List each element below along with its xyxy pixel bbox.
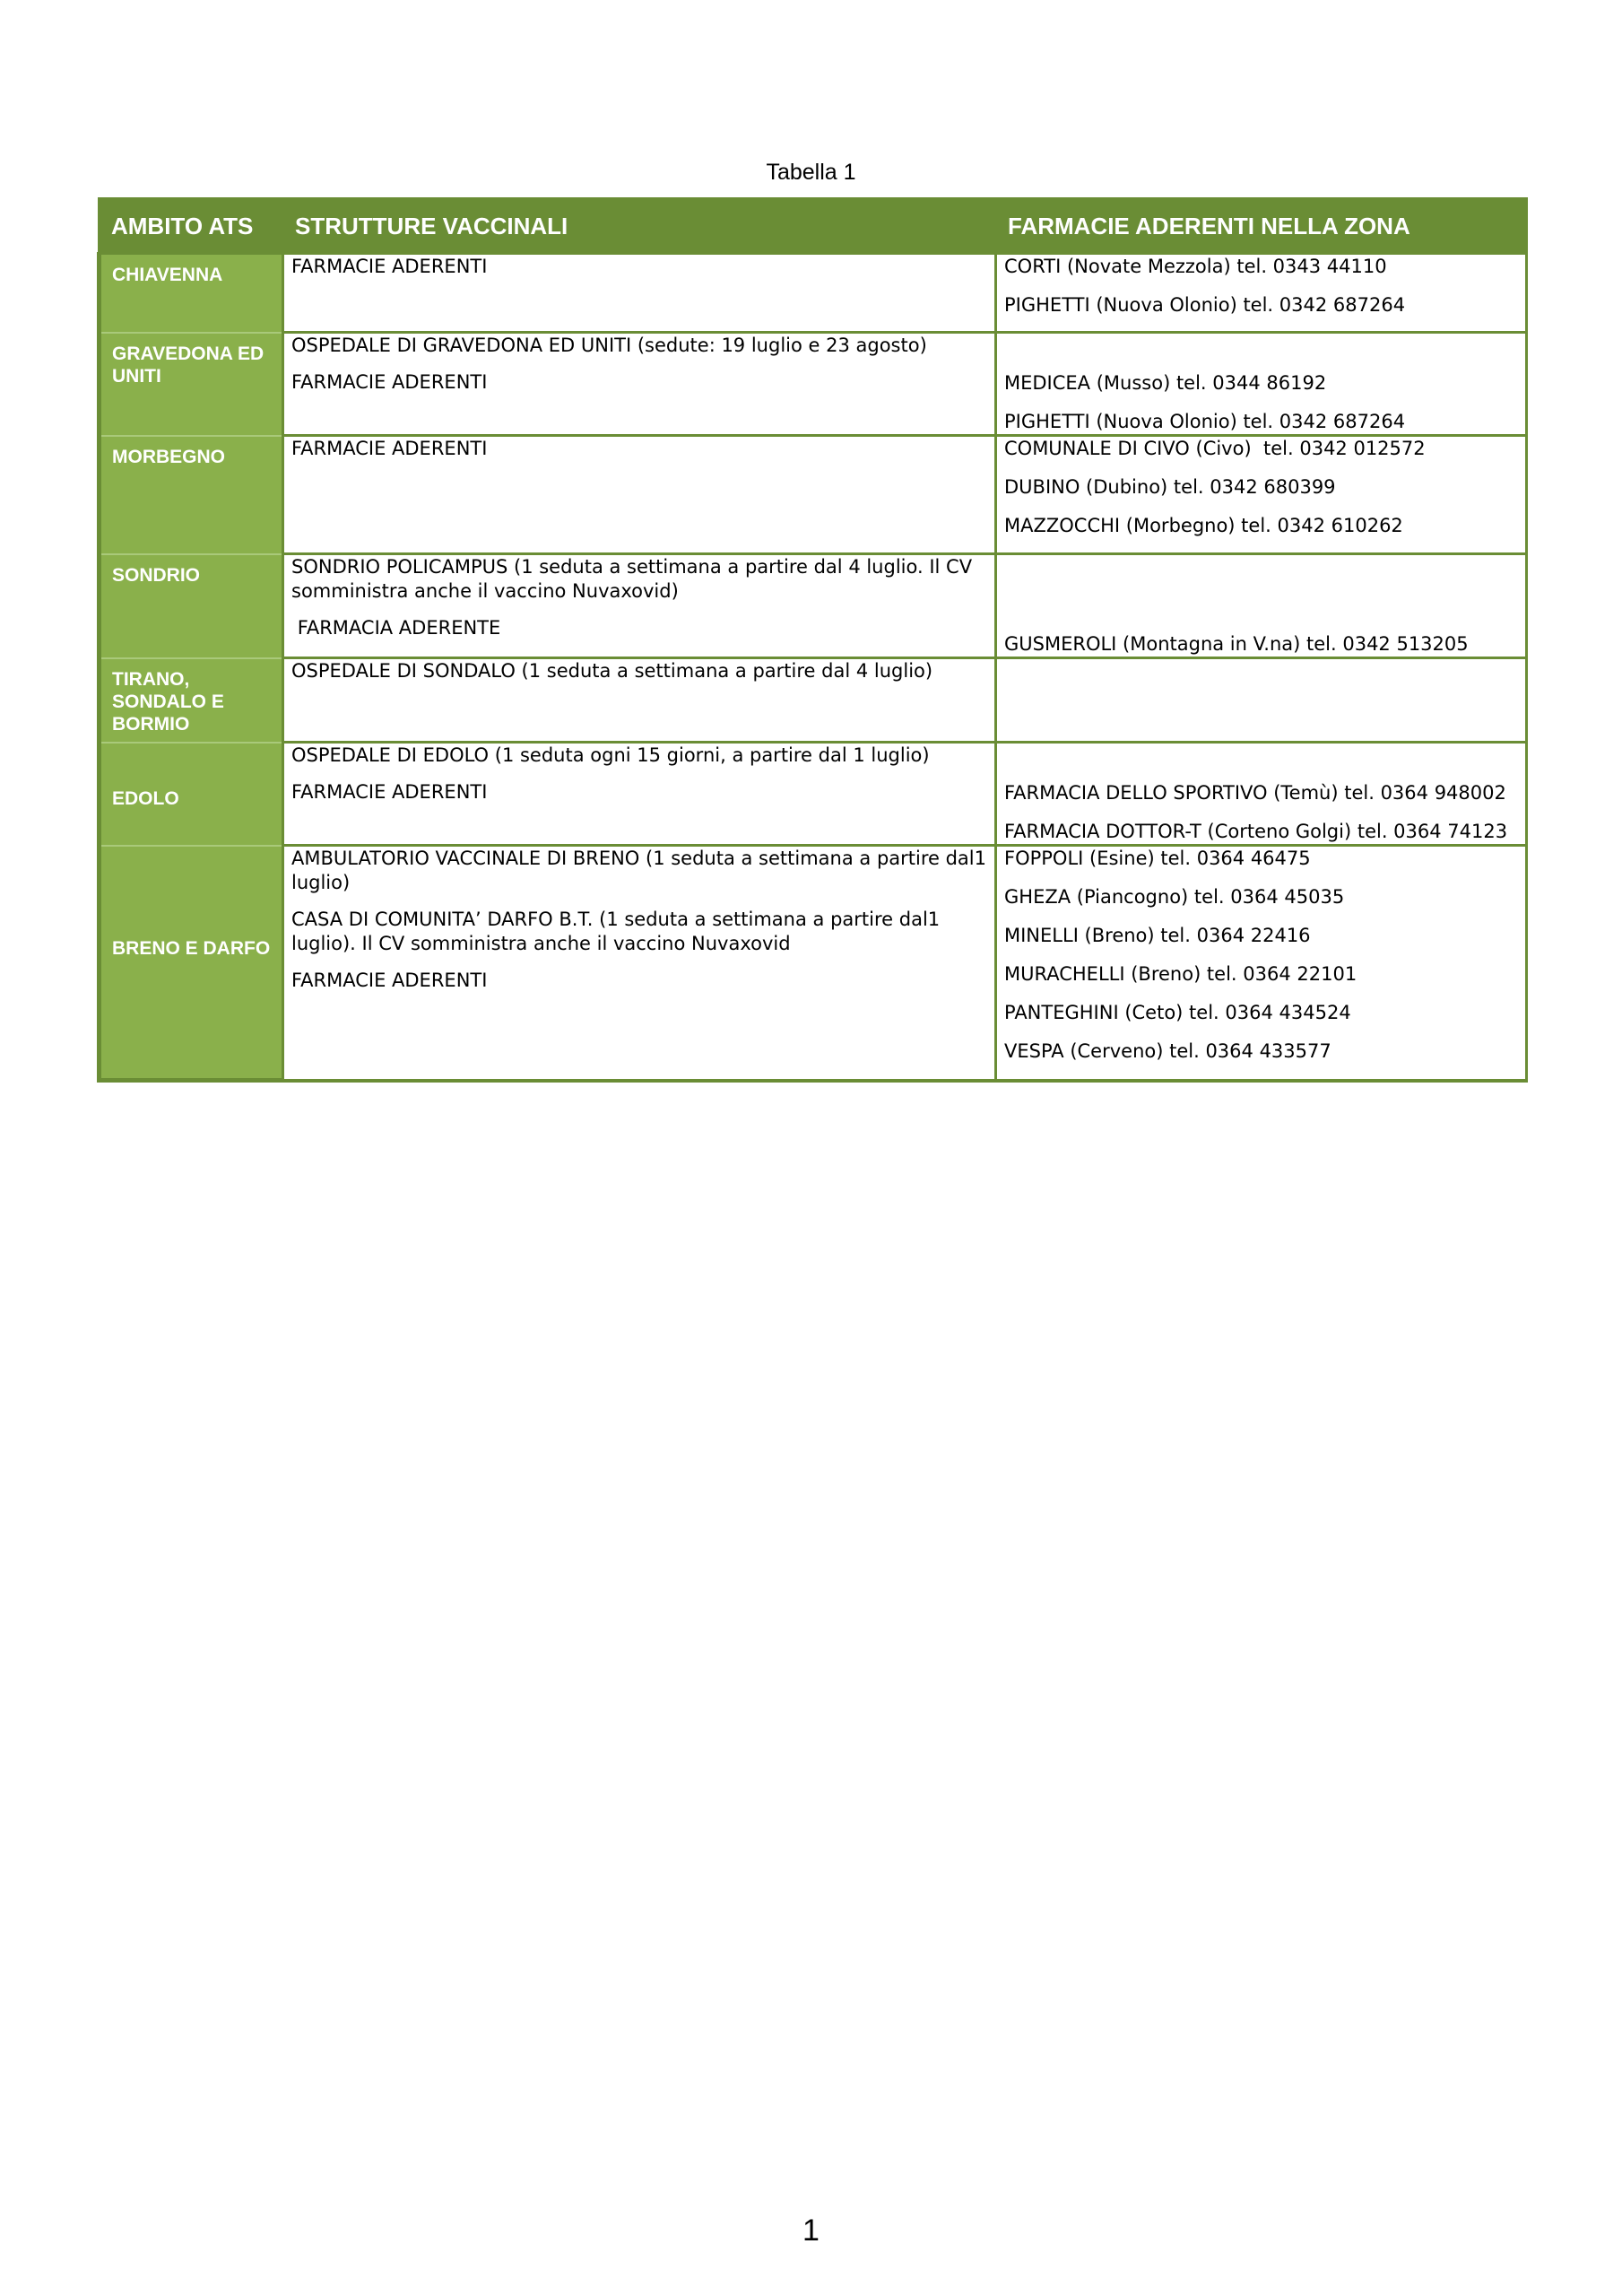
ambito-cell: MORBEGNO	[100, 436, 283, 554]
farmacia-line: FARMACIA DELLO SPORTIVO (Temù) tel. 0364 948002	[1004, 782, 1506, 804]
farmacia-line: COMUNALE DI CIVO (Civo) tel. 0342 012572	[1004, 438, 1426, 459]
table-caption: Tabella 1	[766, 160, 856, 185]
strutture-line: FARMACIE ADERENTI	[291, 970, 488, 991]
table-row	[100, 658, 1527, 743]
ambito-cell: SONDRIO	[100, 554, 283, 658]
strutture-line: OSPEDALE DI SONDALO (1 seduta a settimana a partire dal 4 luglio)	[291, 660, 933, 682]
farmacia-line: VESPA (Cerveno) tel. 0364 433577	[1004, 1040, 1331, 1062]
strutture-cell	[283, 254, 996, 333]
strutture-line: CASA DI COMUNITA’ DARFO B.T. (1 seduta a settimana a partire dal1 luglio). Il CV somministra anche il vaccino Nuvaxovid	[291, 909, 946, 954]
farmacia-line: CORTI (Novate Mezzola) tel. 0343 44110	[1004, 256, 1387, 277]
farmacie-cell-empty	[996, 658, 1527, 743]
strutture-line: FARMACIE ADERENTI	[291, 256, 488, 277]
farmacia-line: MURACHELLI (Breno) tel. 0364 22101	[1004, 963, 1357, 985]
ambito-cell: BRENO E DARFO	[100, 846, 283, 1081]
farmacia-line: MEDICEA (Musso) tel. 0344 86192	[1004, 372, 1327, 394]
strutture-line: FARMACIE ADERENTI	[291, 438, 488, 459]
farmacie-cell	[996, 846, 1527, 1081]
strutture-line: FARMACIE ADERENTI	[291, 371, 488, 393]
table-header-row	[100, 199, 1527, 254]
strutture-line: FARMACIE ADERENTI	[291, 781, 488, 803]
table-row	[100, 436, 1527, 554]
farmacie-cell	[996, 436, 1527, 554]
farmacie-cell	[996, 743, 1527, 846]
strutture-line: FARMACIA ADERENTE	[291, 617, 501, 639]
farmacia-line: GUSMEROLI (Montagna in V.na) tel. 0342 513205	[1004, 633, 1469, 655]
strutture-cell	[283, 743, 996, 846]
header-strutture: STRUTTURE VACCINALI	[283, 199, 996, 254]
ambito-cell: EDOLO	[100, 743, 283, 846]
strutture-cell	[283, 658, 996, 743]
farmacia-line: MINELLI (Breno) tel. 0364 22416	[1004, 925, 1311, 946]
farmacie-cell	[996, 554, 1527, 658]
table-row	[100, 743, 1527, 846]
vaccination-table	[97, 197, 1528, 1083]
table-row	[100, 846, 1527, 1081]
strutture-line: SONDRIO POLICAMPUS (1 seduta a settimana a partire dal 4 luglio. Il CV somministra anche il vaccino Nuvaxovid)	[291, 556, 978, 602]
strutture-line: OSPEDALE DI GRAVEDONA ED UNITI (sedute: 19 luglio e 23 agosto)	[291, 335, 927, 356]
table-row	[100, 254, 1527, 333]
ambito-cell: TIRANO, SONDALO E BORMIO	[100, 658, 283, 743]
strutture-cell	[283, 554, 996, 658]
farmacia-line: DUBINO (Dubino) tel. 0342 680399	[1004, 476, 1336, 498]
strutture-cell	[283, 846, 996, 1081]
header-farmacie: FARMACIE ADERENTI NELLA ZONA	[996, 199, 1527, 254]
farmacia-line: PANTEGHINI (Ceto) tel. 0364 434524	[1004, 1002, 1351, 1023]
table-row	[100, 333, 1527, 436]
ambito-cell: GRAVEDONA ED UNITI	[100, 333, 283, 436]
header-ambito: AMBITO ATS	[100, 199, 283, 254]
table-row	[100, 554, 1527, 658]
strutture-line: OSPEDALE DI EDOLO (1 seduta ogni 15 giorni, a partire dal 1 luglio)	[291, 744, 930, 766]
farmacia-line: PIGHETTI (Nuova Olonio) tel. 0342 687264	[1004, 411, 1406, 432]
strutture-cell	[283, 333, 996, 436]
farmacia-line: MAZZOCCHI (Morbegno) tel. 0342 610262	[1004, 515, 1403, 536]
page-number: 1	[802, 2213, 820, 2248]
strutture-cell	[283, 436, 996, 554]
farmacia-line: FARMACIA DOTTOR-T (Corteno Golgi) tel. 0364 74123	[1004, 821, 1508, 842]
farmacia-line: FOPPOLI (Esine) tel. 0364 46475	[1004, 848, 1311, 869]
farmacie-cell	[996, 333, 1527, 436]
strutture-line: AMBULATORIO VACCINALE DI BRENO (1 seduta a settimana a partire dal1 luglio)	[291, 848, 993, 893]
farmacia-line: GHEZA (Piancogno) tel. 0364 45035	[1004, 886, 1345, 908]
ambito-cell: CHIAVENNA	[100, 254, 283, 333]
farmacie-cell	[996, 254, 1527, 333]
farmacia-line: PIGHETTI (Nuova Olonio) tel. 0342 687264	[1004, 294, 1406, 316]
